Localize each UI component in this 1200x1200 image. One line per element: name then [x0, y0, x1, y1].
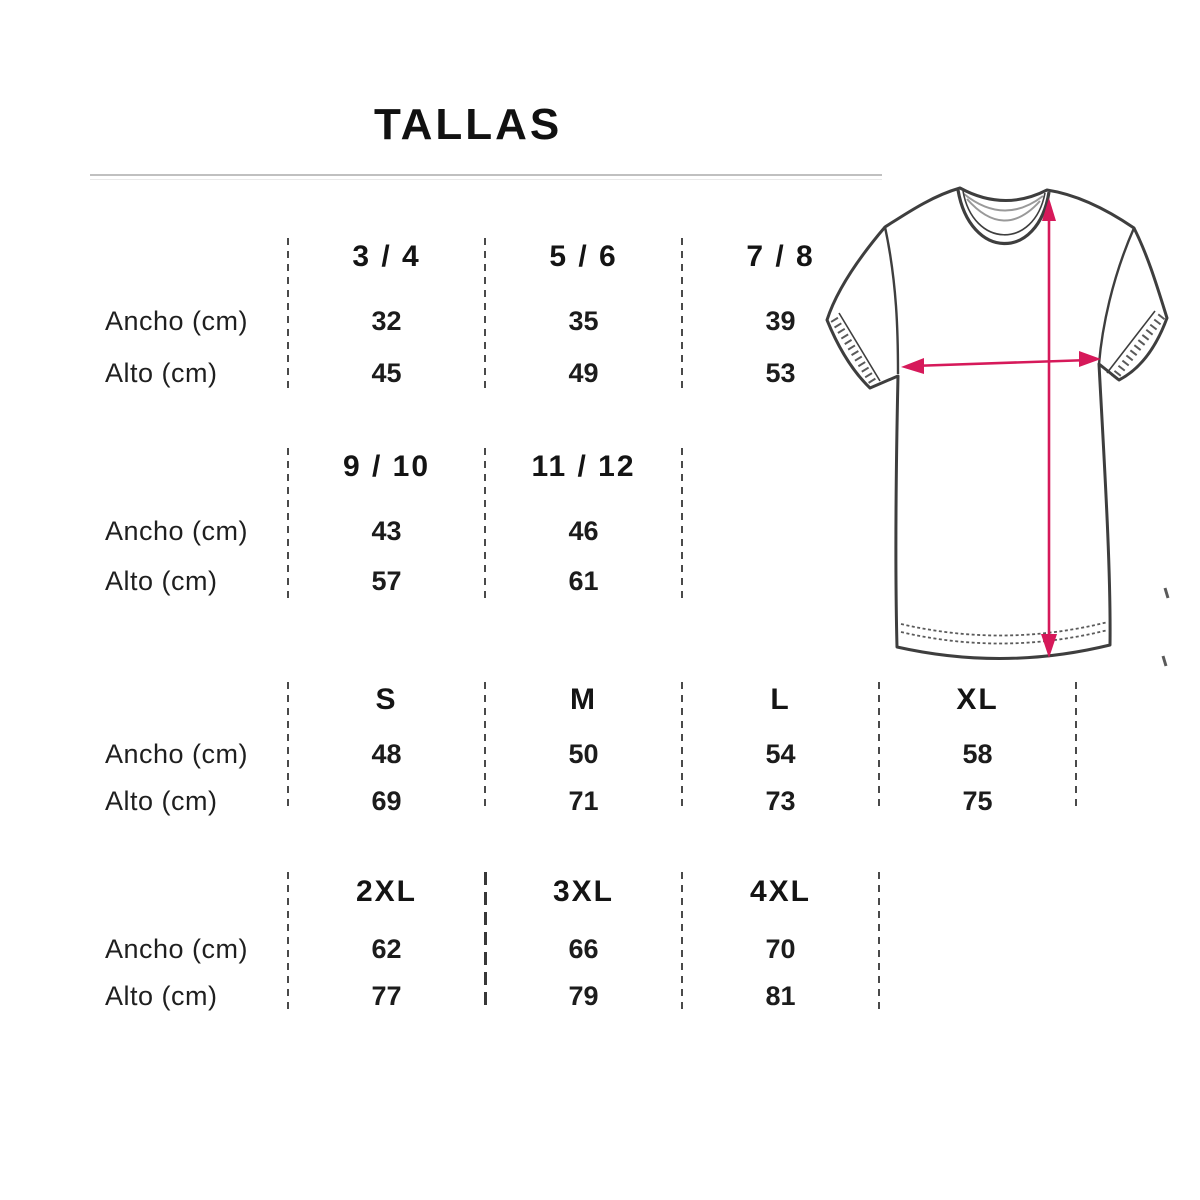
alto-value: 71 [568, 785, 599, 816]
ancho-value: 66 [568, 933, 599, 964]
left-armhole-seam [885, 227, 898, 374]
stray-dash-mark [1165, 588, 1168, 598]
ancho-value: 48 [371, 738, 402, 769]
alto-value: 79 [568, 980, 599, 1011]
alto-label: Alto (cm) [105, 980, 218, 1011]
alto-value: 57 [371, 565, 402, 596]
size-block-3 [80, 682, 1080, 816]
alto-label: Alto (cm) [105, 357, 218, 388]
ancho-value: 58 [962, 738, 993, 769]
left-cuff-inner-line [839, 313, 880, 381]
ancho-value: 32 [371, 305, 402, 336]
right-cuff-inner-line [1107, 311, 1155, 373]
alto-label: Alto (cm) [105, 785, 218, 816]
size-header: 4XL [749, 875, 812, 908]
alto-value: 53 [765, 357, 796, 388]
alto-label: Alto (cm) [105, 565, 218, 596]
size-header: 11 / 12 [531, 450, 636, 483]
alto-value: 69 [371, 785, 402, 816]
size-header: S [375, 683, 398, 716]
size-header: M [570, 683, 597, 716]
alto-value: 61 [568, 565, 599, 596]
size-block-1 [80, 238, 883, 390]
title-underline-shadow [90, 179, 882, 180]
ancho-value: 46 [568, 515, 599, 546]
width-arrow [901, 351, 1101, 374]
ancho-label: Ancho (cm) [105, 515, 249, 546]
size-header: 2XL [355, 875, 418, 908]
height-arrow [1041, 198, 1057, 658]
ancho-label: Ancho (cm) [105, 305, 249, 336]
ancho-value: 54 [765, 738, 796, 769]
ancho-value: 35 [568, 305, 599, 336]
tshirt-icon [812, 168, 1200, 668]
ancho-value: 39 [765, 305, 796, 336]
alto-value: 81 [765, 980, 796, 1011]
size-block-2 [80, 448, 686, 600]
tshirt-measurement-diagram [812, 168, 1200, 668]
ancho-label: Ancho (cm) [105, 738, 249, 769]
size-header: XL [956, 683, 999, 716]
alto-value: 73 [765, 785, 796, 816]
size-header: 9 / 10 [342, 450, 431, 483]
size-header: 3XL [552, 875, 615, 908]
size-header: L [770, 683, 791, 716]
title-underline [90, 174, 882, 176]
ancho-value: 43 [371, 515, 402, 546]
size-header: 7 / 8 [746, 240, 815, 273]
left-cuff-hatch [834, 319, 874, 384]
size-block-4 [80, 872, 883, 1012]
hem-stitch-2 [901, 630, 1108, 644]
ancho-label: Ancho (cm) [105, 933, 249, 964]
ancho-value: 62 [371, 933, 402, 964]
alto-value: 45 [371, 357, 402, 388]
page-title: TALLAS [374, 100, 563, 149]
stray-dash-mark [1163, 656, 1166, 666]
size-header: 5 / 6 [549, 240, 618, 273]
ancho-value: 70 [765, 933, 796, 964]
size-header: 3 / 4 [352, 240, 421, 273]
ancho-value: 50 [568, 738, 599, 769]
alto-value: 75 [962, 785, 993, 816]
shirt-outline [827, 188, 1167, 659]
alto-value: 49 [568, 357, 599, 388]
hem-stitch-1 [901, 622, 1108, 636]
alto-value: 77 [371, 980, 402, 1011]
